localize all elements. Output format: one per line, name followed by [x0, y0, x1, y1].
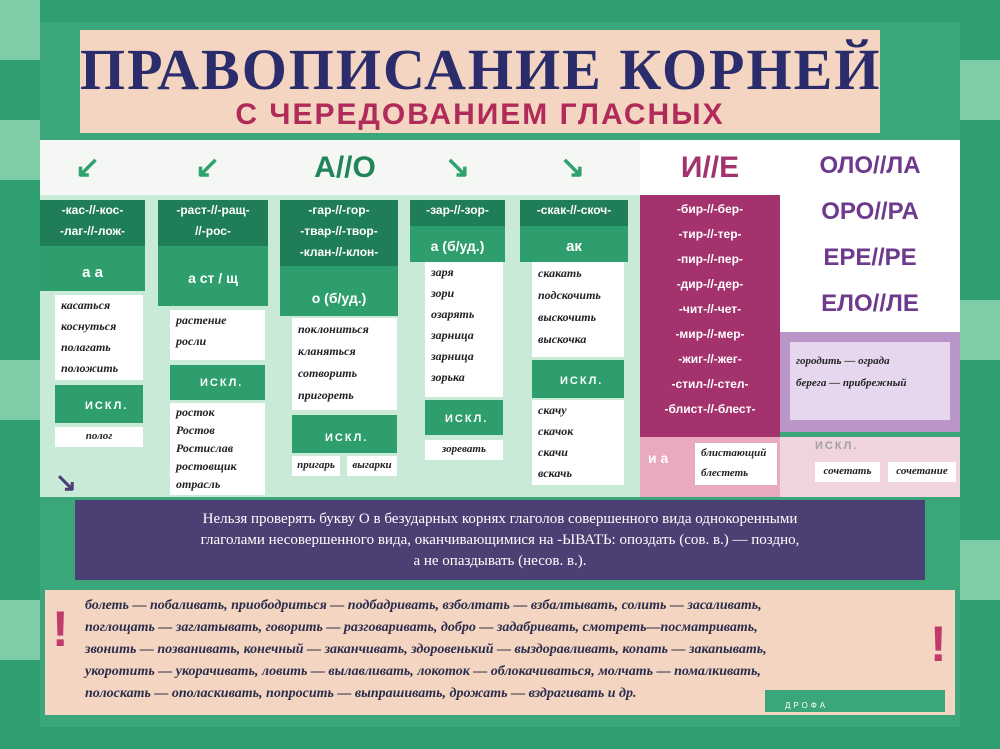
- bg-checker: [960, 60, 1000, 120]
- word: поклониться: [298, 322, 369, 336]
- ie-mark: и а: [648, 450, 669, 466]
- olo-words: [790, 342, 950, 420]
- bg-checker: [0, 0, 40, 60]
- root-pair: -бир-//-бер-: [676, 202, 744, 216]
- olo-item: ЕРЕ//РЕ: [823, 244, 917, 271]
- word: озарять: [431, 307, 475, 321]
- word: ростовщик: [176, 459, 237, 473]
- col2-mark: а ст / щ: [188, 270, 238, 286]
- arrow-down-left-icon: ↙: [195, 151, 221, 184]
- root-pair: -твар-//-твор-: [300, 224, 378, 238]
- root-pair: -зар-//-зор-: [426, 203, 489, 217]
- root-pair: -гар-//-гор-: [308, 203, 370, 217]
- col4-words: [425, 262, 503, 397]
- root-pair: -раст-//-ращ-: [176, 203, 250, 217]
- root-pair: -мир-//-мер-: [675, 327, 745, 341]
- title-panel: [80, 30, 880, 133]
- bg-checker: [960, 300, 1000, 360]
- word: подскочить: [538, 288, 601, 302]
- example-line: поглощать — заглатывать, говорить — разговаривать, добро — задабривать, смотреть—посматривать,: [85, 620, 758, 635]
- olo-item: ЕЛО//ЛЕ: [821, 290, 919, 317]
- word: скакать: [538, 266, 582, 280]
- word: полагать: [61, 340, 111, 354]
- col2-exceptions: [170, 403, 265, 495]
- arrow-down-left-icon: ↙: [75, 151, 101, 184]
- olo-item: ОЛО//ЛА: [819, 152, 921, 179]
- word: коснуться: [61, 319, 117, 333]
- word: скачок: [538, 424, 574, 438]
- word: блистающий: [701, 447, 767, 459]
- bg-checker: [960, 540, 1000, 600]
- word: отрасль: [176, 477, 221, 491]
- word: росли: [176, 334, 207, 348]
- ie-section: [640, 185, 780, 437]
- page-title: ПРАВОПИСАНИЕ КОРНЕЙ: [80, 37, 882, 102]
- root-pair: -пир-//-пер-: [677, 252, 743, 266]
- word: выскочить: [538, 310, 597, 324]
- root-pair: -стил-//-стел-: [671, 377, 749, 391]
- word: зорька: [431, 370, 465, 384]
- word: вскачь: [538, 466, 572, 480]
- root-pair: -лаг-//-лож-: [59, 224, 126, 238]
- example-line: болеть — побаливать, приободриться — подбадривать, взболтать — взбалтывать, солить — засаливать,: [85, 598, 762, 613]
- col2-words: [170, 310, 265, 360]
- col1-exception: полог: [55, 427, 143, 447]
- olo-item: ОРО//РА: [821, 198, 919, 225]
- word: росток: [176, 405, 215, 419]
- col5-roots: [520, 200, 628, 226]
- publisher-logo: [765, 690, 945, 712]
- word: зарница: [431, 349, 474, 363]
- olo-exception: сочетать: [815, 462, 880, 482]
- exclamation-icon: !: [52, 601, 69, 657]
- root-pair: //-рос-: [195, 224, 231, 238]
- word: скачу: [538, 403, 567, 417]
- root-pair: -блист-//-блест-: [664, 402, 756, 416]
- ie-words: [695, 443, 777, 485]
- root-pair: -тир-//-тер-: [678, 227, 742, 241]
- exception-label: ИСКЛ.: [560, 375, 604, 387]
- root-pair: -дир-//-дер-: [676, 277, 744, 291]
- col2-roots: [158, 200, 268, 246]
- col5-words: [532, 262, 624, 357]
- word: блестеть: [701, 467, 749, 479]
- col4-roots: [410, 200, 505, 226]
- word: кланяться: [298, 344, 356, 358]
- exception-label: ИСКЛ.: [200, 377, 244, 389]
- word: зарница: [431, 328, 474, 342]
- col3-words: [292, 318, 397, 410]
- root-pair: -клан-//-клон-: [299, 245, 379, 259]
- example-line: полоскать — ополаскивать, попросить — выпрашивать, дрожать — вздрагивать и др.: [85, 686, 637, 701]
- root-pair: -чит-//-чет-: [678, 302, 742, 316]
- word: зори: [431, 286, 455, 300]
- word: Ростислав: [176, 441, 234, 455]
- arrow-down-right-icon: ↘: [445, 151, 471, 184]
- arrow-down-right-icon: ↘: [560, 151, 586, 184]
- word: положить: [61, 361, 119, 375]
- word: Ростов: [176, 423, 215, 437]
- col5-mark: ак: [566, 238, 582, 255]
- exception-label: ИСКЛ.: [85, 400, 129, 412]
- example-line: укоротить — укорачивать, ловить — вылавливать, локоток — облокачиваться, молчать — помалкивать,: [85, 664, 761, 679]
- bg-checker: [0, 600, 40, 660]
- exclamation-icon: !: [930, 616, 947, 672]
- word: выскочка: [538, 332, 587, 346]
- col1-mark: а а: [82, 264, 103, 281]
- example-line: звонить — позванивать, конечный — заканчивать, здоровенький — выздоравливать, копать — закапывать,: [85, 642, 767, 657]
- rule-line: а не опаздывать (несов. в.).: [413, 553, 587, 569]
- col3-roots: [280, 200, 398, 266]
- exception-label: ИСКЛ.: [815, 440, 859, 452]
- rule-line: глаголами несовершенного вида, оканчивающимися на -ЫВАТЬ: опоздать (сов. в.) — поздно,: [200, 532, 800, 548]
- word: заря: [431, 265, 454, 279]
- exception-label: ИСКЛ.: [445, 413, 489, 425]
- rule-box: [75, 500, 925, 580]
- bg-checker: [0, 120, 40, 180]
- root-pair: -скак-//-скоч-: [536, 203, 612, 217]
- col3-exception: пригарь: [292, 456, 340, 476]
- bg-checker: [0, 360, 40, 420]
- col3-mark: о (б/уд.): [311, 290, 367, 306]
- col3-exception: выгарки: [347, 456, 397, 476]
- root-pair: -жиг-//-жег-: [678, 352, 742, 366]
- ao-heading: А//О: [314, 151, 376, 184]
- word: берега — прибрежный: [796, 377, 907, 389]
- col1-roots: [40, 200, 145, 246]
- col4-mark: а (б/уд.): [430, 238, 485, 254]
- ie-heading: И//Е: [640, 140, 780, 195]
- publisher-name: ДРОФА: [785, 701, 829, 710]
- word: сотворить: [298, 366, 358, 380]
- col1-words: [55, 295, 143, 380]
- olo-exception: сочетание: [888, 462, 956, 482]
- page-subtitle: С ЧЕРЕДОВАНИЕМ ГЛАСНЫХ: [235, 98, 725, 131]
- word: скачи: [538, 445, 568, 459]
- word: растение: [176, 313, 227, 327]
- word: касаться: [61, 298, 111, 312]
- exception-label: ИСКЛ.: [325, 432, 369, 444]
- word: городить — ограда: [796, 355, 890, 367]
- word: пригореть: [298, 388, 354, 402]
- col5-exceptions: [532, 400, 624, 485]
- rule-line: Нельзя проверять букву О в безударных корнях глаголов совершенного вида однокоренными: [202, 511, 798, 527]
- arrow-down-right-icon: ↘: [55, 467, 77, 497]
- col4-exception: зоревать: [425, 440, 503, 460]
- root-pair: -кас-//-кос-: [61, 203, 124, 217]
